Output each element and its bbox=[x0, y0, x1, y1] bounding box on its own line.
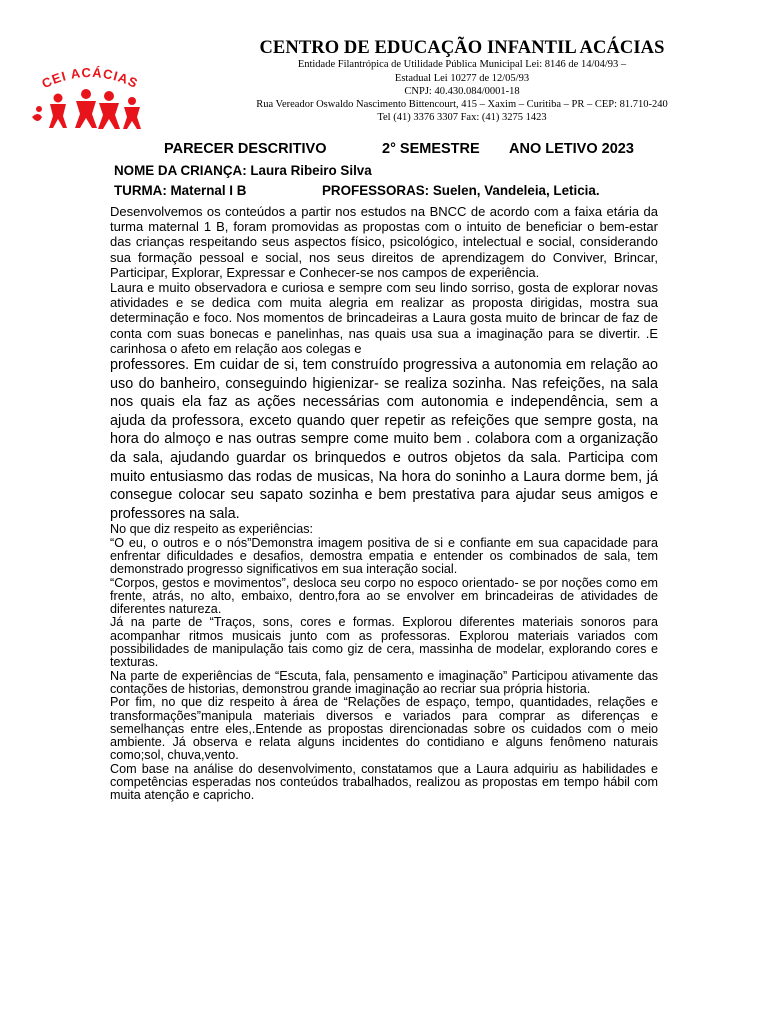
header-line-1: Entidade Filantrópica de Utilidade Pública Municipal Lei: 8146 de 14/04/93 – bbox=[297, 59, 627, 70]
header-phone: Tel (41) 3376 3307 Fax: (41) 3275 1423 bbox=[377, 112, 547, 123]
paragraph-eu-outros-nos: “O eu, o outros e o nós”Demonstra imagem positiva de si e confiante em sua capacidade para enfrentar dificuldades e desafios, demostra empatia e entender os combinados de sala, tem demonstrado progresso significativos em sua interação social. bbox=[110, 535, 658, 577]
svg-text:CEI ACÁCIAS bbox=[39, 65, 140, 91]
paragraph-relacoes-espaco: Por fim, no que diz respeito à área de “Relações de espaço, tempo, quantidades, relações e transformações”manipula materiais diversos e variados para comprar as diferenças e semelhanças entre eles,.Entende as propostas direncionadas sobre os cuidados com o meio ambiente. Já observa e relata alguns incidentes do contidiano e alguns fenômeno naturais como;sol, chuva,vento. bbox=[110, 695, 658, 763]
school-logo bbox=[24, 57, 156, 137]
paragraph-observation: Laura e muito observadora e curiosa e sempre com seu lindo sorriso, gosta de explorar novas atividades e se dedica com muita alegria em realizar as proposta dirigidas, mostra sua determinação e foco. Nos momentos de brincadeiras a Laura gosta muito de brincar de faz de conta com suas bonecas e panelinhas, nas quais usa sua a imaginação para se divertir. .E carinhosa o afeto em relação aos colegas e bbox=[110, 280, 658, 356]
class-name: TURMA: Maternal I B bbox=[114, 183, 247, 198]
school-logo-graphic bbox=[24, 57, 156, 137]
header-line-2: Estadual Lei 10277 de 12/05/93 bbox=[394, 73, 530, 84]
report-heading: PARECER DESCRITIVO bbox=[164, 141, 327, 157]
paragraph-conclusion: Com base na análise do desenvolvimento, constatamos que a Laura adquiriu as habilidades e competências esperadas nos conteúdos trabalhados, realizou as propostas em tempo hábil com muita atenção e capricho. bbox=[110, 761, 658, 803]
semester-label: 2° SEMESTRE bbox=[382, 141, 480, 157]
teachers-names: PROFESSORAS: Suelen, Vandeleia, Leticia. bbox=[322, 183, 600, 198]
paragraph-intro: Desenvolvemos os conteúdos a partir nos estudos na BNCC de acordo com a faixa etária da turma maternal 1 B, foram promovidas as propostas com o intuito de beneficiar o bem-estar das crianças respeitando seus aspectos físico, psicológico, intelectual e social, considerando sua formação pessoal e social, nos seus direitos de aprendizagem do Conviver, Brincar, Participar, Explorar, Expressar e Conhecer-se nos campos de experiência. bbox=[110, 204, 658, 280]
logo-text: CEI ACÁCIAS bbox=[39, 64, 141, 92]
school-name: CENTRO DE EDUCAÇÃO INFANTIL ACÁCIAS bbox=[259, 38, 665, 58]
header-line-3: CNPJ: 40.430.084/0001-18 bbox=[404, 86, 520, 97]
paragraph-experiences-intro: No que diz respeito as experiências: bbox=[110, 522, 314, 537]
paragraph-tracos-sons: Já na parte de “Traços, sons, cores e formas. Explorou diferentes materiais sonoros para acompanhar ritmos musicais junto com as professoras. Explorou materiais variados com possibilidades de manipulação tais como giz de cera, massinha de modelar, explorando cores e texturas. bbox=[110, 615, 658, 670]
paragraph-corpos-gestos: “Corpos, gestos e movimentos”, desloca seu corpo no espoco orientado- se por noções como em frente, atrás, no alto, embaixo, dentro,fora ao se envolver em brincadeiras de atividades de diferentes natureza. bbox=[110, 575, 658, 617]
children-figures-icon bbox=[32, 89, 141, 129]
header-address: Rua Vereador Oswaldo Nascimento Bittencourt, 415 – Xaxim – Curitiba – PR – CEP: 81.710-240 bbox=[256, 99, 668, 110]
school-year: ANO LETIVO 2023 bbox=[509, 141, 634, 157]
paragraph-escuta-fala: Na parte de experiências de “Escuta, fala, pensamento e imaginação” Participou ativamente das contações de historias, demonstrou grande imaginação ao recriar sua própria historia. bbox=[110, 668, 658, 696]
paragraph-autonomy: professores. Em cuidar de si, tem construído progressiva a autonomia em relação ao uso do banheiro, conseguindo higienizar- se realiza sozinha. Nas refeições, na sala nos quais ela faz as ações necessárias com autonomia e independência, sem a ajuda da professora, exceto quando quer repetir as refeições que sempre gosta, na hora do almoço e nas outras sempre come muito bem . colabora com a organização da sala, ajudando guardar os brinquedos e outros objetos da sala. Participa com muito entusiasmo das rodas de musicas, Na hora do soninho a Laura dorme bem, já consegue colocar seu sapato sozinha e bem prestativa para ajudar seus amigos e professores na sala. bbox=[110, 357, 658, 522]
report-body bbox=[110, 204, 658, 803]
child-name: NOME DA CRIANÇA: Laura Ribeiro Silva bbox=[114, 163, 372, 178]
